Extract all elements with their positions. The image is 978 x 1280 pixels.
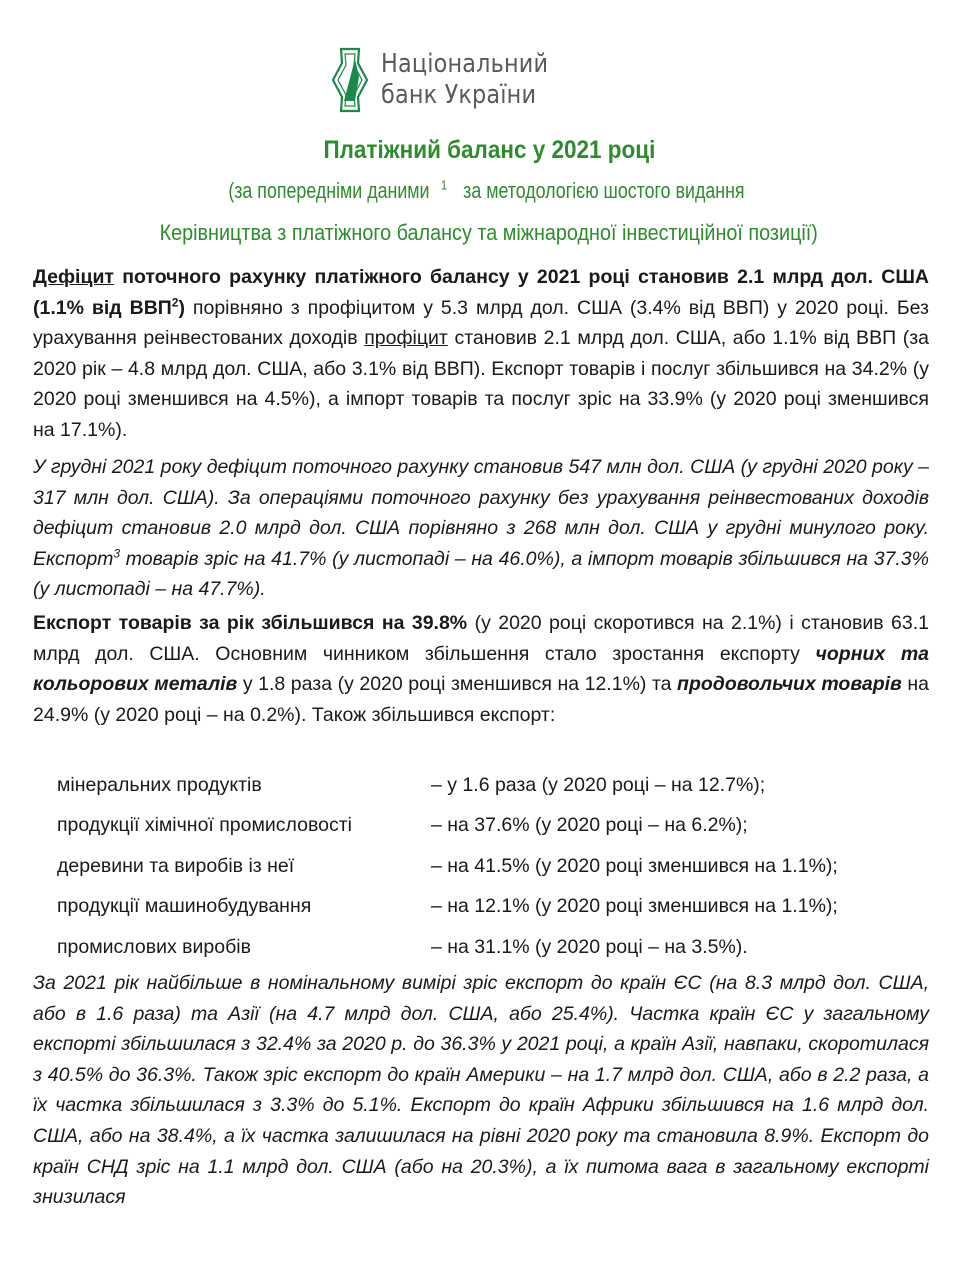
nbu-emblem-icon xyxy=(331,47,369,113)
paragraph-goods-export: Експорт товарів за рік збільшився на 39.8% (у 2020 році скоротився на 2.1%) і становив 63.1 млрд дол. США. Основним чинником збільшення стало зростання експорту чорних та кольорових металів у 1.8 раза (у 2020 році зменшився на 12.1%) та продовольчих товарів на 24.9% (у 2020 році – на 0.2%). Також збільшився експорт: xyxy=(33,612,930,726)
list-item: продукції хімічної промисловості – на 37.6% (у 2020 році – на 6.2%); xyxy=(57,814,748,837)
food-highlight: продовольчих товарів xyxy=(677,673,902,696)
page-title: Платіжний баланс у 2021 році xyxy=(323,136,655,164)
export-list xyxy=(57,765,917,968)
paragraph-current-account: Дефіцит поточного рахунку платіжного балансу у 2021 році становив 2.1 млрд дол. США (1.1% від ВВП$^2$) порівняно з профіцитом у 5.3 млрд дол. США (3.4% від ВВП) у 2020 році. Без урахування реінвестованих доходів профіцит становив 2.1 млрд дол. США, або 1.1% від ВВП (за 2020 рік – 4.8 млрд дол. США, або 3.1% від ВВП). Експорт товарів і послуг збільшився на 34.2% (у 2020 році зменшився на 4.5%), а імпорт товарів та послуг зріс на 33.9% (у 2020 році зменшився на 17.1%). xyxy=(33,266,929,441)
paragraph-december: У грудні 2021 року дефіцит поточного рахунку становив 547 млн дол. США (у грудні 2020 року – 317 млн дол. США). За операціями поточного рахунку без урахування реінвестованих доходів дефіцит становив 2.0 млрд дол. США порівняно з 268 млн дол. США у грудні минулого року. Експорт$^3$ товарів зріс на 41.7% (у листопаді – на 46.0%), а імпорт товарів збільшився на 37.3% (у листопаді – на 47.7%). xyxy=(33,456,929,601)
logo-line-1: Національний xyxy=(381,49,549,79)
paragraph-export-regions: За 2021 рік найбільше в номінальному вимірі зріс експорт до країн ЄС (на 8.3 млрд дол. США, або в 1.6 раза) та Азії (на 4.7 млрд дол. США, або 25.4%). Частка країн ЄС у загальному експорті збільшилася з 32.4% за 2020 р. до 36.3% у 2021 році, а країн Азії, навпаки, скоротилася з 40.5% до 36.3%. Також зріс експорт до країн Америки – на 1.7 млрд дол. США, або в 2.2 раза, а їх частка збільшилася з 3.3% до 5.1%. Експорт до країн Африки збільшився на 1.6 млрд дол. США, або на 38.4%, а їх частка залишилася на рівні 2020 року та становила 8.9%. Експорт до країн СНД зріс на 1.1 млрд дол. США (або на 20.3%), а їх питома вага в загальному експорті знизилася xyxy=(33,972,929,1209)
logo-line-2: банк України xyxy=(381,80,537,110)
list-item: продукції машинобудування – на 12.1% (у 2020 році зменшився на 1.1%); xyxy=(57,895,838,918)
footnote-ref-2: 2 xyxy=(171,295,179,310)
surplus-word: профіцит xyxy=(364,327,448,350)
page-subtitle-1: (за попередніми даними $^1$за методологією шостого видання xyxy=(228,177,745,203)
footnote-ref-3: 3 xyxy=(113,546,121,561)
deficit-word: Дефіцит xyxy=(33,266,114,288)
list-item: мінеральних продуктів – у 1.6 раза (у 2020 році – на 12.7%); xyxy=(57,773,766,796)
list-item: промислових виробів – на 31.1% (у 2020 році – на 3.5%). xyxy=(57,935,748,958)
footnote-ref-1: 1 xyxy=(441,177,448,193)
page-subtitle-2: Керівництва з платіжного балансу та міжнародної інвестиційної позиції) xyxy=(159,220,819,245)
metals-highlight: чорних та кольорових металів xyxy=(33,642,930,696)
logo-text xyxy=(381,49,548,111)
list-item: деревини та виробів із неї – на 41.5% (у 2020 році зменшився на 1.1%); xyxy=(57,854,838,877)
nbu-logo xyxy=(331,44,575,116)
